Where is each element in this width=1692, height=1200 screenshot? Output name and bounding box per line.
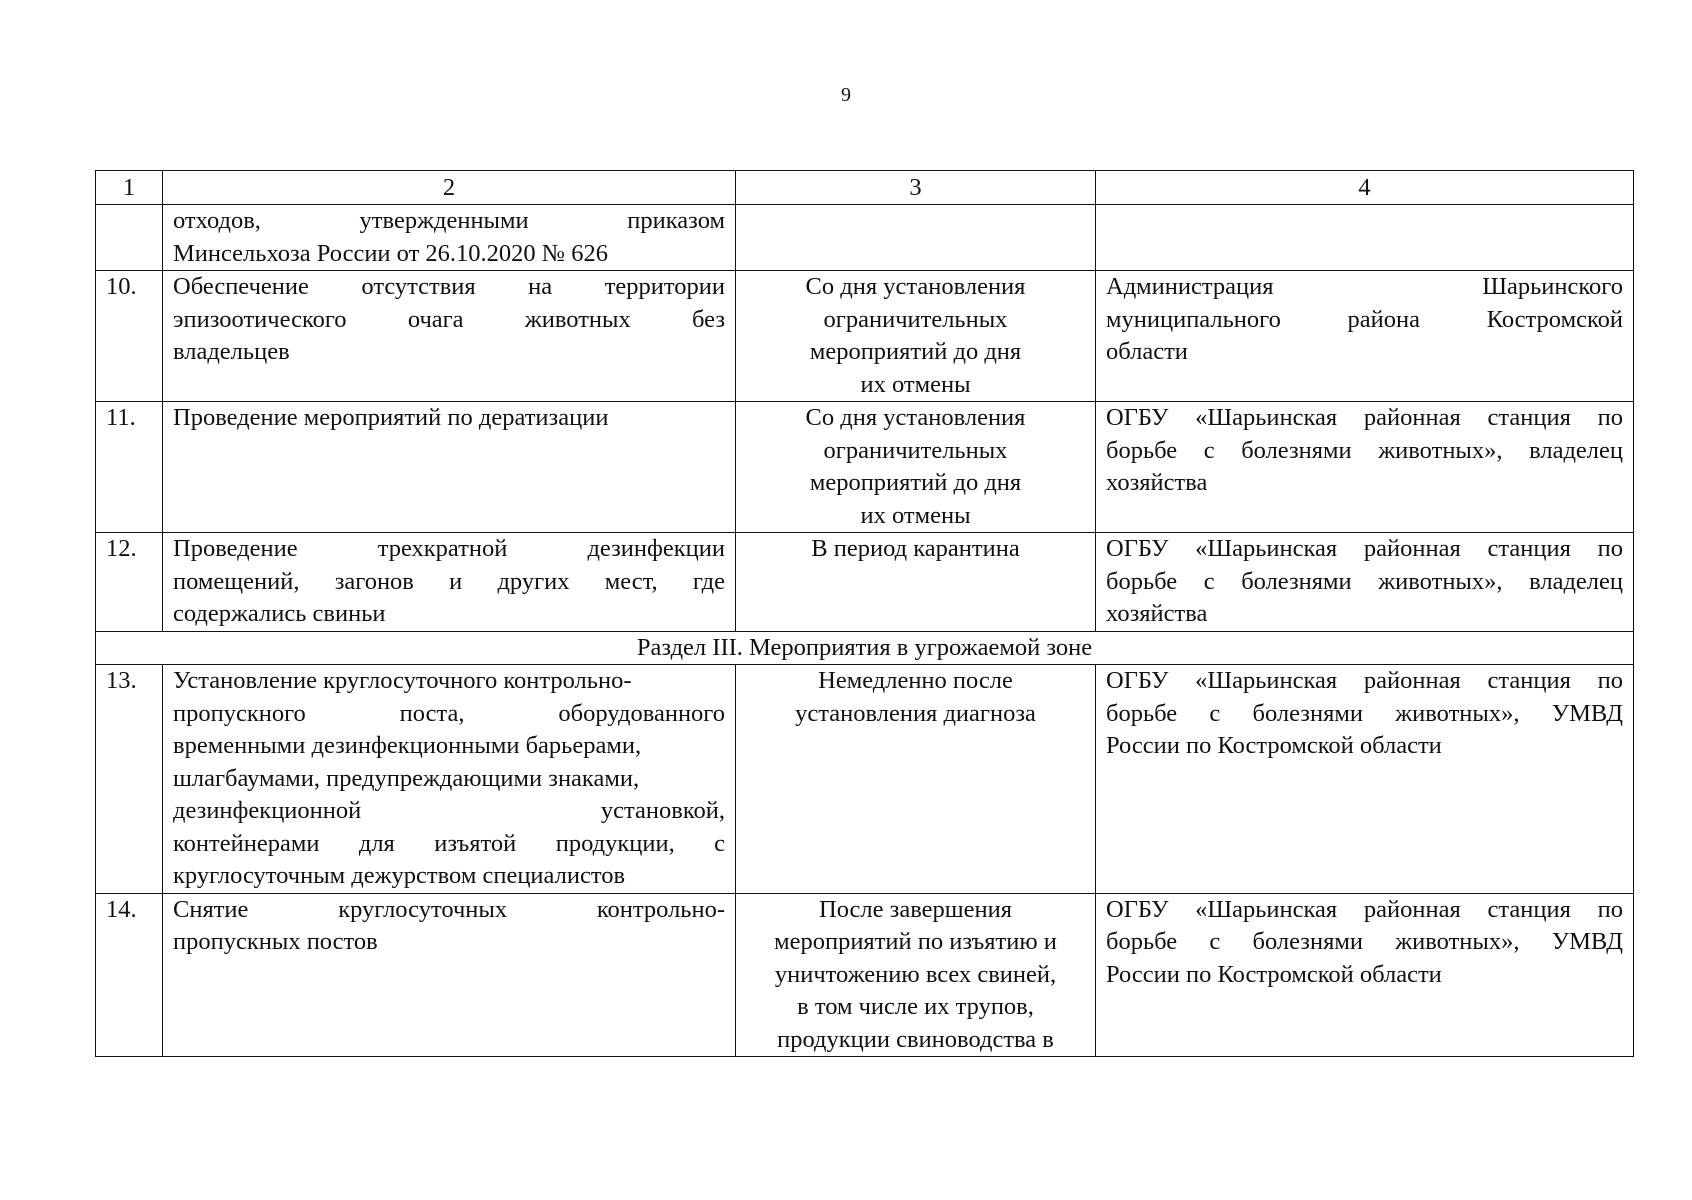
responsible-cell [1096,533,1634,632]
measure-line: контейнерами для изъятой продукции, с [173,829,725,857]
measure-line: Установление круглосуточного контрольно- [173,667,632,694]
time-line: Со дня установления [805,404,1026,431]
measure-line: содержались свиньи [173,600,386,627]
responsible-cell [1096,893,1634,1057]
responsible-line: борьбе с болезнями животных», УМВД [1106,699,1623,727]
measure-line: пропускных постов [173,928,378,955]
time-line: После завершения [819,895,1012,923]
header-col-4: 4 [1096,171,1634,205]
table-header-row [96,171,1634,205]
responsible-line: ОГБУ «Шарьинская районная станция по [1106,667,1623,694]
responsible-line: борьбе с болезнями животных», УМВД [1106,928,1623,955]
responsible-line: России по Костромской области [1106,732,1442,759]
measure-cell [163,533,736,632]
measure-line: дезинфекционной установкой, [173,797,725,824]
measure-line: эпизоотического очага животных без [173,305,725,333]
responsible-line: хозяйства [1106,469,1208,496]
responsible-cell [1096,665,1634,894]
row-number: 11. [96,402,163,533]
time-line: мероприятий до дня [809,338,1022,365]
time-cell [736,271,1096,402]
time-line: Немедленно после [818,667,1013,694]
responsible-line: области [1106,338,1188,365]
measure-cell [163,205,736,271]
measure-cell [163,893,736,1057]
responsible-line: хозяйства [1106,600,1208,627]
time-line: их отмены [860,501,971,529]
responsible-cell [1096,205,1634,271]
header-col-1: 1 [96,171,163,205]
responsible-cell [1096,271,1634,402]
time-cell [736,893,1096,1057]
section-heading-row [96,631,1634,665]
responsible-line: ОГБУ «Шарьинская районная станция по [1106,895,1623,923]
time-line: ограничительных [823,305,1008,333]
time-line: мероприятий по изъятию и [774,928,1057,955]
page-number: 9 [841,84,851,106]
table-row-11 [96,402,1634,533]
responsible-line: борьбе с болезнями животных», владелец [1106,567,1623,595]
measure-line: шлагбаумами, предупреждающими знаками, [173,764,640,792]
responsible-line: Администрация Шарьинского [1106,273,1623,300]
section-heading: Раздел III. Мероприятия в угрожаемой зоне [96,631,1634,665]
time-line: установления диагноза [795,699,1036,727]
measure-cell [163,665,736,894]
responsible-line: борьбе с болезнями животных», владелец [1106,436,1623,464]
measure-line: пропускного поста, оборудованного [173,699,725,727]
responsible-line: ОГБУ «Шарьинская районная станция по [1106,535,1623,562]
header-col-3: 3 [736,171,1096,205]
measure-line: Проведение мероприятий по дератизации [173,404,609,431]
table-row-continued [96,205,1634,271]
responsible-line: ОГБУ «Шарьинская районная станция по [1106,404,1623,431]
table-row-12 [96,533,1634,632]
time-line: ограничительных [823,436,1008,464]
responsible-line: муниципального района Костромской [1106,305,1623,333]
header-col-2: 2 [163,171,736,205]
measure-line: владельцев [173,338,290,365]
measure-cell [163,271,736,402]
time-line: в том числе их трупов, [797,993,1034,1020]
measure-line: Снятие круглосуточных контрольно- [173,895,725,923]
row-number [96,205,163,271]
measure-cell [163,402,736,533]
time-line: их отмены [860,370,971,398]
row-number: 13. [96,665,163,894]
row-number: 10. [96,271,163,402]
measure-line: отходов, утвержденными приказом [173,207,725,234]
measures-table [95,170,1634,1057]
time-line: В период карантина [811,535,1020,562]
time-cell [736,665,1096,894]
responsible-cell [1096,402,1634,533]
measure-line: помещений, загонов и других мест, где [173,567,725,595]
time-cell [736,533,1096,632]
measure-line: Минсельхоза России от 26.10.2020 № 626 [173,239,609,267]
table-row-14 [96,893,1634,1057]
time-line: Со дня установления [805,273,1026,300]
measure-line: Обеспечение отсутствия на территории [173,273,725,300]
row-number: 14. [96,893,163,1057]
table-row-13 [96,665,1634,894]
row-number: 12. [96,533,163,632]
measure-line: временными дезинфекционными барьерами, [173,732,642,759]
measure-line: Проведение трехкратной дезинфекции [173,535,725,562]
time-line: уничтожению всех свиней, [774,960,1057,988]
time-line: продукции свиноводства в [777,1025,1054,1053]
measure-line: круглосуточным дежурством специалистов [173,862,626,889]
time-cell [736,205,1096,271]
responsible-line: России по Костромской области [1106,960,1442,988]
time-line: мероприятий до дня [809,469,1022,496]
table-row-10 [96,271,1634,402]
time-cell [736,402,1096,533]
